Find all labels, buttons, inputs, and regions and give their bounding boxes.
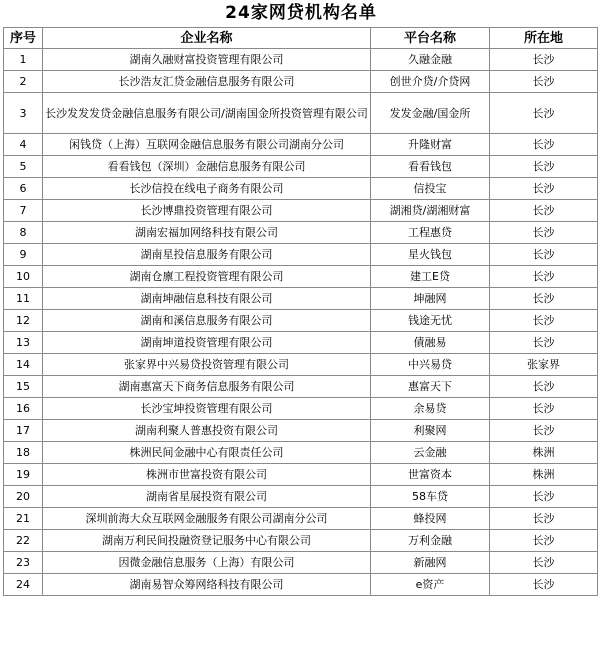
cell-company: 株洲民间金融中心有限责任公司 [43, 442, 371, 464]
table-row [4, 420, 598, 442]
table-row [4, 49, 598, 71]
cell-company: 长沙发发发贷金融信息服务有限公司/湖南国金所投资管理有限公司 [43, 93, 371, 134]
cell-platform: 信投宝 [371, 178, 490, 200]
table-row [4, 266, 598, 288]
table-row [4, 178, 598, 200]
header-company: 企业名称 [43, 28, 371, 49]
cell-company: 湖南星投信息服务有限公司 [43, 244, 371, 266]
cell-no: 7 [4, 200, 43, 222]
cell-company: 看看钱包（深圳）金融信息服务有限公司 [43, 156, 371, 178]
table-row [4, 156, 598, 178]
cell-no: 10 [4, 266, 43, 288]
table-row [4, 71, 598, 93]
cell-location: 长沙 [490, 574, 598, 596]
table-row [4, 200, 598, 222]
cell-no: 14 [4, 354, 43, 376]
cell-location: 株洲 [490, 442, 598, 464]
cell-platform: 万利金融 [371, 530, 490, 552]
cell-no: 8 [4, 222, 43, 244]
cell-company: 湖南坤融信息科技有限公司 [43, 288, 371, 310]
cell-company: 湖南久融财富投资管理有限公司 [43, 49, 371, 71]
cell-location: 长沙 [490, 376, 598, 398]
cell-no: 17 [4, 420, 43, 442]
cell-platform: 湖湘贷/湖湘财富 [371, 200, 490, 222]
cell-platform: 工程惠贷 [371, 222, 490, 244]
cell-no: 16 [4, 398, 43, 420]
table-row [4, 464, 598, 486]
header-platform: 平台名称 [371, 28, 490, 49]
cell-platform: 58车贷 [371, 486, 490, 508]
cell-no: 18 [4, 442, 43, 464]
cell-no: 2 [4, 71, 43, 93]
table-row [4, 93, 598, 134]
cell-company: 湖南利聚人普惠投资有限公司 [43, 420, 371, 442]
cell-location: 长沙 [490, 156, 598, 178]
cell-no: 5 [4, 156, 43, 178]
table-row [4, 486, 598, 508]
cell-company: 湖南惠富天下商务信息服务有限公司 [43, 376, 371, 398]
cell-no: 24 [4, 574, 43, 596]
cell-location: 长沙 [490, 486, 598, 508]
table-row [4, 222, 598, 244]
cell-location: 长沙 [490, 420, 598, 442]
cell-platform: 中兴易贷 [371, 354, 490, 376]
cell-platform: 创世介贷/介贷网 [371, 71, 490, 93]
table-row [4, 376, 598, 398]
cell-company: 湖南和溪信息服务有限公司 [43, 310, 371, 332]
cell-location: 株洲 [490, 464, 598, 486]
cell-platform: 利聚网 [371, 420, 490, 442]
cell-company: 湖南易智众筹网络科技有限公司 [43, 574, 371, 596]
cell-platform: 钱途无忧 [371, 310, 490, 332]
cell-platform: 建工E贷 [371, 266, 490, 288]
cell-location: 长沙 [490, 134, 598, 156]
cell-platform: 星火钱包 [371, 244, 490, 266]
cell-location: 长沙 [490, 552, 598, 574]
cell-platform: 云金融 [371, 442, 490, 464]
header-location: 所在地 [490, 28, 598, 49]
table-row [4, 354, 598, 376]
document-title: 24家网贷机构名单 [225, 3, 377, 23]
cell-company: 深圳前海大众互联网金融服务有限公司湖南分公司 [43, 508, 371, 530]
cell-no: 13 [4, 332, 43, 354]
cell-location: 长沙 [490, 332, 598, 354]
cell-location: 长沙 [490, 508, 598, 530]
cell-location: 长沙 [490, 266, 598, 288]
cell-location: 长沙 [490, 200, 598, 222]
table-row [4, 442, 598, 464]
table-body [4, 49, 598, 596]
cell-platform: 发发金融/国金所 [371, 93, 490, 134]
cell-location: 长沙 [490, 178, 598, 200]
cell-company: 闲钱贷（上海）互联网金融信息服务有限公司湖南分公司 [43, 134, 371, 156]
cell-no: 23 [4, 552, 43, 574]
table-row [4, 530, 598, 552]
cell-platform: 惠富天下 [371, 376, 490, 398]
cell-company: 株洲市世富投资有限公司 [43, 464, 371, 486]
cell-platform: 新融网 [371, 552, 490, 574]
table-row [4, 508, 598, 530]
cell-location: 长沙 [490, 222, 598, 244]
cell-company: 长沙博鼎投资管理有限公司 [43, 200, 371, 222]
cell-company: 长沙信投在线电子商务有限公司 [43, 178, 371, 200]
cell-company: 湖南宏福加网络科技有限公司 [43, 222, 371, 244]
cell-platform: 余易贷 [371, 398, 490, 420]
table-row [4, 244, 598, 266]
cell-company: 湖南仓廪工程投资管理有限公司 [43, 266, 371, 288]
cell-no: 4 [4, 134, 43, 156]
cell-company: 长沙浩友汇贷金融信息服务有限公司 [43, 71, 371, 93]
cell-no: 22 [4, 530, 43, 552]
cell-platform: 蜂投网 [371, 508, 490, 530]
cell-no: 3 [4, 93, 43, 134]
cell-location: 长沙 [490, 49, 598, 71]
cell-location: 长沙 [490, 310, 598, 332]
cell-no: 19 [4, 464, 43, 486]
cell-company: 湖南坤道投资管理有限公司 [43, 332, 371, 354]
cell-location: 张家界 [490, 354, 598, 376]
cell-location: 长沙 [490, 71, 598, 93]
cell-platform: 坤融网 [371, 288, 490, 310]
cell-no: 9 [4, 244, 43, 266]
cell-no: 21 [4, 508, 43, 530]
cell-company: 张家界中兴易贷投资管理有限公司 [43, 354, 371, 376]
cell-location: 长沙 [490, 244, 598, 266]
table-row [4, 332, 598, 354]
cell-location: 长沙 [490, 398, 598, 420]
cell-company: 长沙宝坤投资管理有限公司 [43, 398, 371, 420]
cell-platform: 世富资本 [371, 464, 490, 486]
table-header-row [4, 28, 598, 49]
cell-platform: 升隆财富 [371, 134, 490, 156]
table-row [4, 288, 598, 310]
table-row [4, 552, 598, 574]
header-no: 序号 [4, 28, 43, 49]
cell-no: 12 [4, 310, 43, 332]
table-row [4, 310, 598, 332]
table-row [4, 574, 598, 596]
table-row [4, 398, 598, 420]
cell-no: 1 [4, 49, 43, 71]
cell-platform: 久融金融 [371, 49, 490, 71]
cell-location: 长沙 [490, 288, 598, 310]
cell-no: 15 [4, 376, 43, 398]
cell-company: 湖南省星展投资有限公司 [43, 486, 371, 508]
cell-company: 湖南万利民间投融资登记服务中心有限公司 [43, 530, 371, 552]
cell-no: 11 [4, 288, 43, 310]
cell-company: 因微金融信息服务（上海）有限公司 [43, 552, 371, 574]
cell-platform: e资产 [371, 574, 490, 596]
cell-no: 20 [4, 486, 43, 508]
cell-location: 长沙 [490, 93, 598, 134]
cell-platform: 看看钱包 [371, 156, 490, 178]
cell-no: 6 [4, 178, 43, 200]
lender-table [3, 27, 598, 596]
table-row [4, 134, 598, 156]
cell-location: 长沙 [490, 530, 598, 552]
cell-platform: 債融易 [371, 332, 490, 354]
